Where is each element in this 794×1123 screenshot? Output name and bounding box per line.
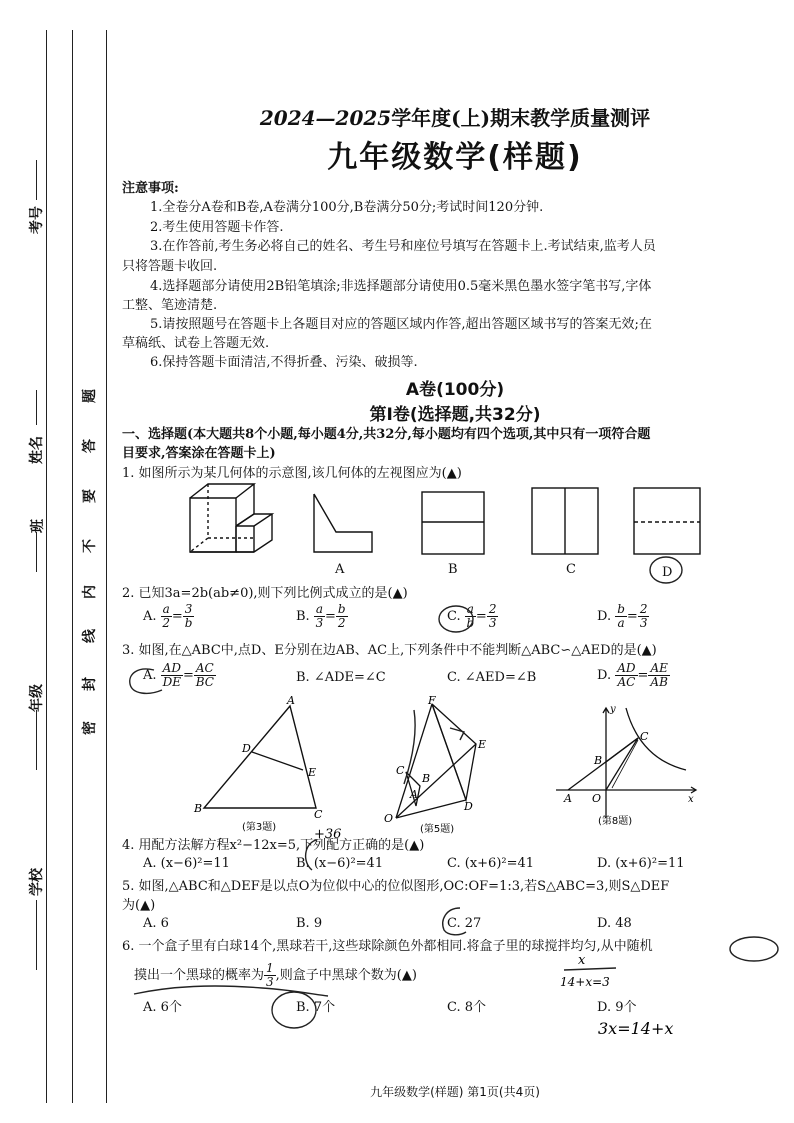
point-d-label: D xyxy=(242,742,251,755)
notice-item: 草稿纸、试卷上答题无效. xyxy=(122,336,270,351)
point-d-label: D xyxy=(464,800,473,813)
school-blank xyxy=(36,900,38,970)
school-label: 学校 xyxy=(29,868,45,896)
year-range: 2024—2025 xyxy=(259,106,392,130)
figure-8 xyxy=(546,700,706,830)
q1-label-a: A xyxy=(335,562,345,577)
point-e-label: E xyxy=(308,766,317,779)
frac-num: 3 xyxy=(184,602,193,616)
question-1-text: 1. 如图所示为某几何体的示意图,该几何体的左视图应为(▲) xyxy=(122,466,462,481)
frac-den: a xyxy=(617,616,625,630)
figure-5-caption: (第5题) xyxy=(420,824,455,835)
q6-option-c: C. 8个 xyxy=(447,1000,487,1015)
q1-label-c: C xyxy=(566,562,576,577)
option-letter: C. xyxy=(447,609,461,624)
point-c-label: C xyxy=(314,808,323,821)
q3-option-b: B. ∠ADE=∠C xyxy=(296,670,386,685)
option-letter: A. xyxy=(143,668,157,683)
title-text: 学年度(上)期末教学质量测评 xyxy=(391,106,651,130)
exam-number-label: 考号 xyxy=(29,206,45,234)
name-label: 姓名 xyxy=(29,436,45,464)
question-5-text-2: 为(▲) xyxy=(122,898,156,913)
q6-option-d: D. 9个 xyxy=(597,1000,637,1015)
q5-option-b: B. 9 xyxy=(296,916,323,931)
seal-char: 内 xyxy=(82,585,98,599)
option-b-view xyxy=(422,492,484,554)
q5-option-a: A. 6 xyxy=(143,916,169,931)
q2-option-b: B. $\frac{a}{3}$ = $\frac{b}{2}$ xyxy=(296,602,346,630)
seal-char: 线 xyxy=(82,629,98,643)
q4-option-a: A. (x−6)²=11 xyxy=(143,856,230,871)
figure-8-caption: (第8题) xyxy=(598,816,633,827)
frac-den: 3 xyxy=(266,975,274,989)
segment-de xyxy=(252,752,303,770)
class-blank xyxy=(36,532,38,572)
notice-item: 1.全卷分A卷和B卷,A卷满分100分,B卷满分50分;考试时间120分钟. xyxy=(150,200,544,215)
q2-option-c: C. $\frac{a}{b}$ = $\frac{2}{3}$ xyxy=(447,602,497,630)
frac-num: AC xyxy=(195,661,214,675)
class-label: 班 xyxy=(30,519,46,533)
part1-title: 第Ⅰ卷(选择题,共32分) xyxy=(369,405,541,425)
seal-char: 不 xyxy=(82,539,98,553)
point-b-label: B xyxy=(594,754,603,767)
frac-den: 3 xyxy=(315,616,324,630)
section-a-title: A卷(100分) xyxy=(405,380,505,400)
point-o-label: O xyxy=(384,812,394,825)
handwritten-work-1 xyxy=(556,950,676,1000)
point-a-label: A xyxy=(410,788,418,801)
frac-num: b xyxy=(337,602,346,616)
frac-num: a xyxy=(162,602,170,616)
notice-item: 3.在作答前,考生务必将自己的姓名、考生号和座位号填写在答题卡上.考试结束,监考人员 xyxy=(150,239,656,254)
instructions-line1: 一、选择题(本大题共8个小题,每小题4分,共32分,每小题均有四个选项,其中只有一项符合题 xyxy=(122,427,651,442)
name-blank xyxy=(36,390,38,425)
point-c-label: C xyxy=(396,764,405,777)
exam-number-blank xyxy=(36,160,38,200)
point-c-label: C xyxy=(640,730,649,743)
frac-num: 2 xyxy=(639,602,648,616)
binding-line-3 xyxy=(106,30,107,1103)
frac-den: DE xyxy=(162,675,182,689)
option-a-view xyxy=(314,494,372,552)
q2-option-a: A. $\frac{a}{2}$ = $\frac{3}{b}$ xyxy=(143,602,193,630)
handwritten-mark xyxy=(450,728,464,740)
frac-num: AD xyxy=(617,661,636,675)
seal-char: 密 xyxy=(82,721,98,735)
handwritten-note-text: +36 xyxy=(314,827,342,842)
handwritten-circle-q3 xyxy=(124,664,170,698)
frac-den: 3 xyxy=(639,616,648,630)
q3-option-a: A. $\frac{AD}{DE}$ = $\frac{AC}{BC}$ xyxy=(143,661,214,689)
point-e-label: E xyxy=(478,738,487,751)
frac-num: a xyxy=(315,602,323,616)
q5-option-c: C. 27 xyxy=(447,916,482,931)
q3-option-c: C. ∠AED=∠B xyxy=(447,670,537,685)
option-letter: A. xyxy=(143,609,157,624)
q6-text-before: 摸出一个黑球的概率为 xyxy=(134,968,265,983)
notice-item: 工整、笔迹清楚. xyxy=(122,298,218,313)
notice-item: 只将答题卡收回. xyxy=(122,259,218,274)
handwritten-numerator: x xyxy=(578,953,586,968)
point-b-label: B xyxy=(422,772,431,785)
seal-char: 答 xyxy=(82,439,98,453)
frac-den: AB xyxy=(650,675,668,689)
q6-text-after: ,则盒子中黑球个数为(▲) xyxy=(275,968,417,983)
figure-5 xyxy=(380,696,510,836)
q6-option-b: B. 7个 xyxy=(296,1000,336,1015)
q6-option-a: A. 6个 xyxy=(143,1000,182,1015)
handwritten-circle-q6 xyxy=(728,936,780,966)
frac-den: AC xyxy=(617,675,636,689)
frac-num: 2 xyxy=(488,602,497,616)
handwritten-denominator: 14+x=3 xyxy=(560,975,610,989)
notice-item: 5.请按照题号在答题卡上各题目对应的答题区域内作答,超出答题区域书写的答案无效;在 xyxy=(150,317,652,332)
binding-line-1 xyxy=(46,30,47,1103)
handwritten-circle-q5 xyxy=(436,904,476,938)
binding-line-2 xyxy=(72,30,73,1103)
grade-blank xyxy=(36,710,38,770)
frac-den: 3 xyxy=(488,616,497,630)
x-axis-label: x xyxy=(688,794,694,805)
grade-label: 年级 xyxy=(29,684,45,712)
point-a-label: A xyxy=(564,792,572,805)
q1-label-b: B xyxy=(448,562,458,577)
question-4-text: 4. 用配方法解方程x²−12x=5,下列配方正确的是(▲) xyxy=(122,838,425,853)
question-3-text: 3. 如图,在△ABC中,点D、E分别在边AB、AC上,下列条件中不能判断△ABC∽△AED的是(▲) xyxy=(122,643,657,658)
option-letter: B. xyxy=(296,609,310,624)
frac-num: b xyxy=(617,602,625,616)
question-6-text-1: 6. 一个盒子里有白球14个,黑球若干,这些球除颜色外都相同.将盒子里的球搅拌均匀,从中随机 xyxy=(122,939,653,954)
page-footer: 九年级数学(样题) 第1页(共4页) xyxy=(370,1085,540,1099)
notice-item: 6.保持答题卡面清洁,不得折叠、污染、破损等. xyxy=(150,355,418,370)
solid-figure xyxy=(190,484,272,552)
point-o-label: O xyxy=(592,792,602,805)
hyperbola-curve xyxy=(626,708,686,770)
notice-item: 2.考生使用答题卡作答. xyxy=(150,220,284,235)
option-letter: D. xyxy=(597,668,612,683)
handwritten-circle-q6b xyxy=(268,990,320,1034)
question-2-text: 2. 已知3a=2b(ab≠0),则下列比例式成立的是(▲) xyxy=(122,586,408,601)
frac-num: a xyxy=(466,602,474,616)
q4-option-d: D. (x+6)²=11 xyxy=(597,856,685,871)
point-a-label: A xyxy=(287,694,295,707)
notice-item: 4.选择题部分请使用2B铅笔填涂;非选择题部分请使用0.5毫米黑色墨水签字笔书写,字体 xyxy=(150,279,652,294)
instructions-line2: 目要求,答案涂在答题卡上) xyxy=(122,446,276,461)
q4-option-b: B. (x−6)²=41 xyxy=(296,856,384,871)
y-axis-label: y xyxy=(610,704,616,715)
exam-title-line2: 九年级数学(样题) xyxy=(327,140,583,175)
q1-label-d: D xyxy=(662,565,673,580)
seal-char: 题 xyxy=(82,389,98,403)
handwritten-circle-q2 xyxy=(436,604,476,634)
q3-option-d: D. $\frac{AD}{AC}$ = $\frac{AE}{AB}$ xyxy=(597,661,668,689)
point-f-label: F xyxy=(428,694,436,707)
option-d-view xyxy=(634,488,700,554)
frac-den: 2 xyxy=(337,616,346,630)
q2-option-d: D. $\frac{b}{a}$ = $\frac{2}{3}$ xyxy=(597,602,648,630)
frac-den: b xyxy=(184,616,193,630)
frac-den: b xyxy=(466,616,475,630)
handwritten-circle-q4 xyxy=(298,836,328,876)
exam-title-line1 xyxy=(130,102,780,131)
triangle-abc xyxy=(204,706,316,808)
handwritten-work-2 xyxy=(596,1012,716,1042)
triangle-def xyxy=(432,704,476,800)
option-letter: D. xyxy=(597,609,612,624)
frac-den: BC xyxy=(195,675,214,689)
frac-den: 2 xyxy=(162,616,171,630)
figure-3-caption: (第3题) xyxy=(242,822,277,833)
point-b-label: B xyxy=(194,802,203,815)
frac-num: AE xyxy=(650,661,668,675)
seal-char: 封 xyxy=(82,677,98,691)
q5-option-d: D. 48 xyxy=(597,916,632,931)
q4-option-c: C. (x+6)²=41 xyxy=(447,856,535,871)
handwritten-equation: 3x=14+x xyxy=(598,1019,674,1038)
notice-heading: 注意事项: xyxy=(122,181,179,196)
frac-num: AD xyxy=(162,661,181,675)
frac-num: 1 xyxy=(266,961,274,975)
option-c-view xyxy=(532,488,598,554)
seal-char: 要 xyxy=(82,489,98,503)
question-5-text-1: 5. 如图,△ABC和△DEF是以点O为位似中心的位似图形,OC:OF=1:3,若S△ABC=3,则S△DEF xyxy=(122,879,670,894)
